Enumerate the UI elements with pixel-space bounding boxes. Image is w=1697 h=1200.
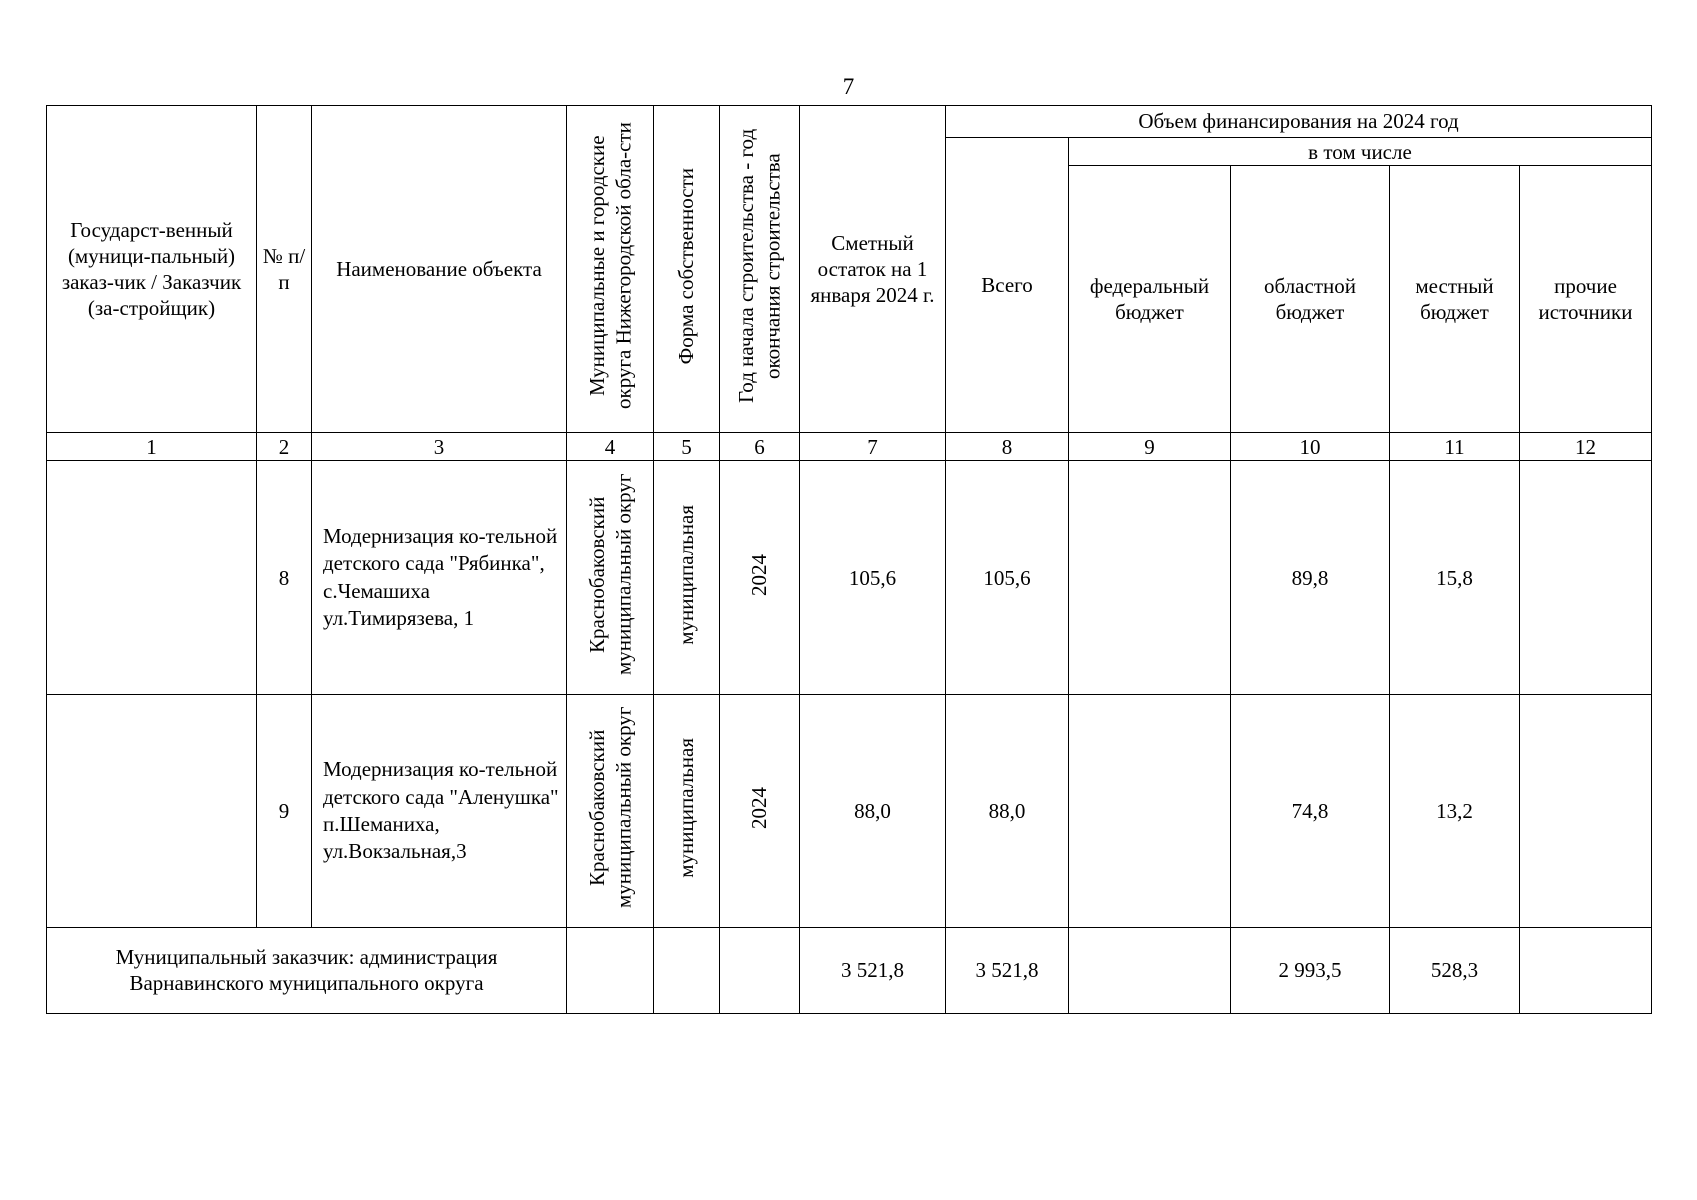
header-municipality-label: Муниципальные и городские округа Нижегородской обла-сти	[584, 122, 635, 410]
header-object-name-label: Наименование объекта	[336, 257, 542, 281]
total-label: Муниципальный заказчик: администрация Варнавинского муниципального округа	[47, 927, 567, 1013]
column-number: 9	[1069, 433, 1231, 461]
cell-balance: 88,0	[800, 695, 946, 927]
column-number: 4	[567, 433, 654, 461]
total-row	[47, 927, 1652, 1013]
column-number: 3	[312, 433, 567, 461]
cell-federal	[1069, 461, 1231, 695]
header-customer-label: Государст-венный (муници-пальный) заказ-чик / Заказчик (за-стройщик)	[61, 217, 242, 321]
header-other-label: прочие источники	[1538, 274, 1633, 325]
cell-years	[720, 695, 800, 927]
header-ownership	[654, 106, 720, 433]
cell-total: 88,0	[946, 695, 1069, 927]
header-total-label: Всего	[981, 273, 1033, 297]
cell-ownership-text: муниципальная	[674, 737, 699, 878]
cell-years	[720, 461, 800, 695]
column-number-row	[47, 433, 1652, 461]
funding-table	[46, 105, 1652, 1014]
header-local-label: местный бюджет	[1415, 274, 1494, 325]
cell-local: 15,8	[1390, 461, 1520, 695]
column-number: 7	[800, 433, 946, 461]
cell-local: 13,2	[1390, 695, 1520, 927]
table-row	[47, 461, 1652, 695]
cell-balance: 105,6	[800, 461, 946, 695]
cell-number: 8	[257, 461, 312, 695]
header-years	[720, 106, 800, 433]
header-total	[946, 138, 1069, 433]
total-federal	[1069, 927, 1231, 1013]
cell-number: 9	[257, 695, 312, 927]
header-federal-label: федеральный бюджет	[1089, 274, 1210, 325]
cell-object-name: Модернизация ко-тельной детского сада "Рябинка", с.Чемашиха ул.Тимирязева, 1	[312, 461, 567, 695]
cell-customer	[47, 695, 257, 927]
page-number: 7	[842, 74, 855, 99]
total-years	[720, 927, 800, 1013]
column-number: 1	[47, 433, 257, 461]
cell-years-text: 2024	[747, 553, 772, 596]
header-including	[1069, 138, 1652, 166]
total-balance: 3 521,8	[800, 927, 946, 1013]
column-number: 10	[1231, 433, 1390, 461]
cell-years-text: 2024	[747, 786, 772, 829]
header-funding-group-label: Объем финансирования на 2024 год	[1138, 109, 1459, 134]
total-regional: 2 993,5	[1231, 927, 1390, 1013]
header-funding-group	[946, 106, 1652, 138]
header-regional	[1231, 166, 1390, 433]
cell-regional: 89,8	[1231, 461, 1390, 695]
cell-object-name: Модернизация ко-тельной детского сада "Аленушка" п.Шеманиха, ул.Вокзальная,3	[312, 695, 567, 927]
total-local: 528,3	[1390, 927, 1520, 1013]
header-balance-label: Сметный остаток на 1 января 2024 г.	[810, 230, 935, 308]
header-including-label: в том числе	[1308, 139, 1412, 164]
cell-other	[1520, 461, 1652, 695]
cell-customer	[47, 461, 257, 695]
cell-other	[1520, 695, 1652, 927]
header-customer	[47, 106, 257, 433]
header-object-name	[312, 106, 567, 433]
table-row	[47, 695, 1652, 927]
column-number: 11	[1390, 433, 1520, 461]
total-ownership	[654, 927, 720, 1013]
total-municipality	[567, 927, 654, 1013]
cell-ownership-text: муниципальная	[674, 504, 699, 645]
cell-municipality-text: Краснобаковский муниципальный округ	[584, 707, 635, 909]
header-municipality	[567, 106, 654, 433]
header-federal	[1069, 166, 1231, 433]
cell-ownership	[654, 461, 720, 695]
column-number: 6	[720, 433, 800, 461]
header-balance	[800, 106, 946, 433]
cell-ownership	[654, 695, 720, 927]
header-local	[1390, 166, 1520, 433]
cell-municipality	[567, 461, 654, 695]
cell-regional: 74,8	[1231, 695, 1390, 927]
header-number	[257, 106, 312, 433]
cell-municipality	[567, 695, 654, 927]
header-other	[1520, 166, 1652, 433]
total-total: 3 521,8	[946, 927, 1069, 1013]
cell-total: 105,6	[946, 461, 1069, 695]
cell-federal	[1069, 695, 1231, 927]
column-number: 2	[257, 433, 312, 461]
column-number: 12	[1520, 433, 1652, 461]
total-other	[1520, 927, 1652, 1013]
column-number: 5	[654, 433, 720, 461]
column-number: 8	[946, 433, 1069, 461]
header-regional-label: областной бюджет	[1264, 274, 1356, 325]
cell-municipality-text: Краснобаковский муниципальный округ	[584, 473, 635, 676]
header-ownership-label: Форма собственности	[674, 167, 699, 365]
header-years-label: Год начала строительства - год окончания строительства	[734, 128, 785, 404]
header-number-label: № п/п	[262, 243, 306, 295]
